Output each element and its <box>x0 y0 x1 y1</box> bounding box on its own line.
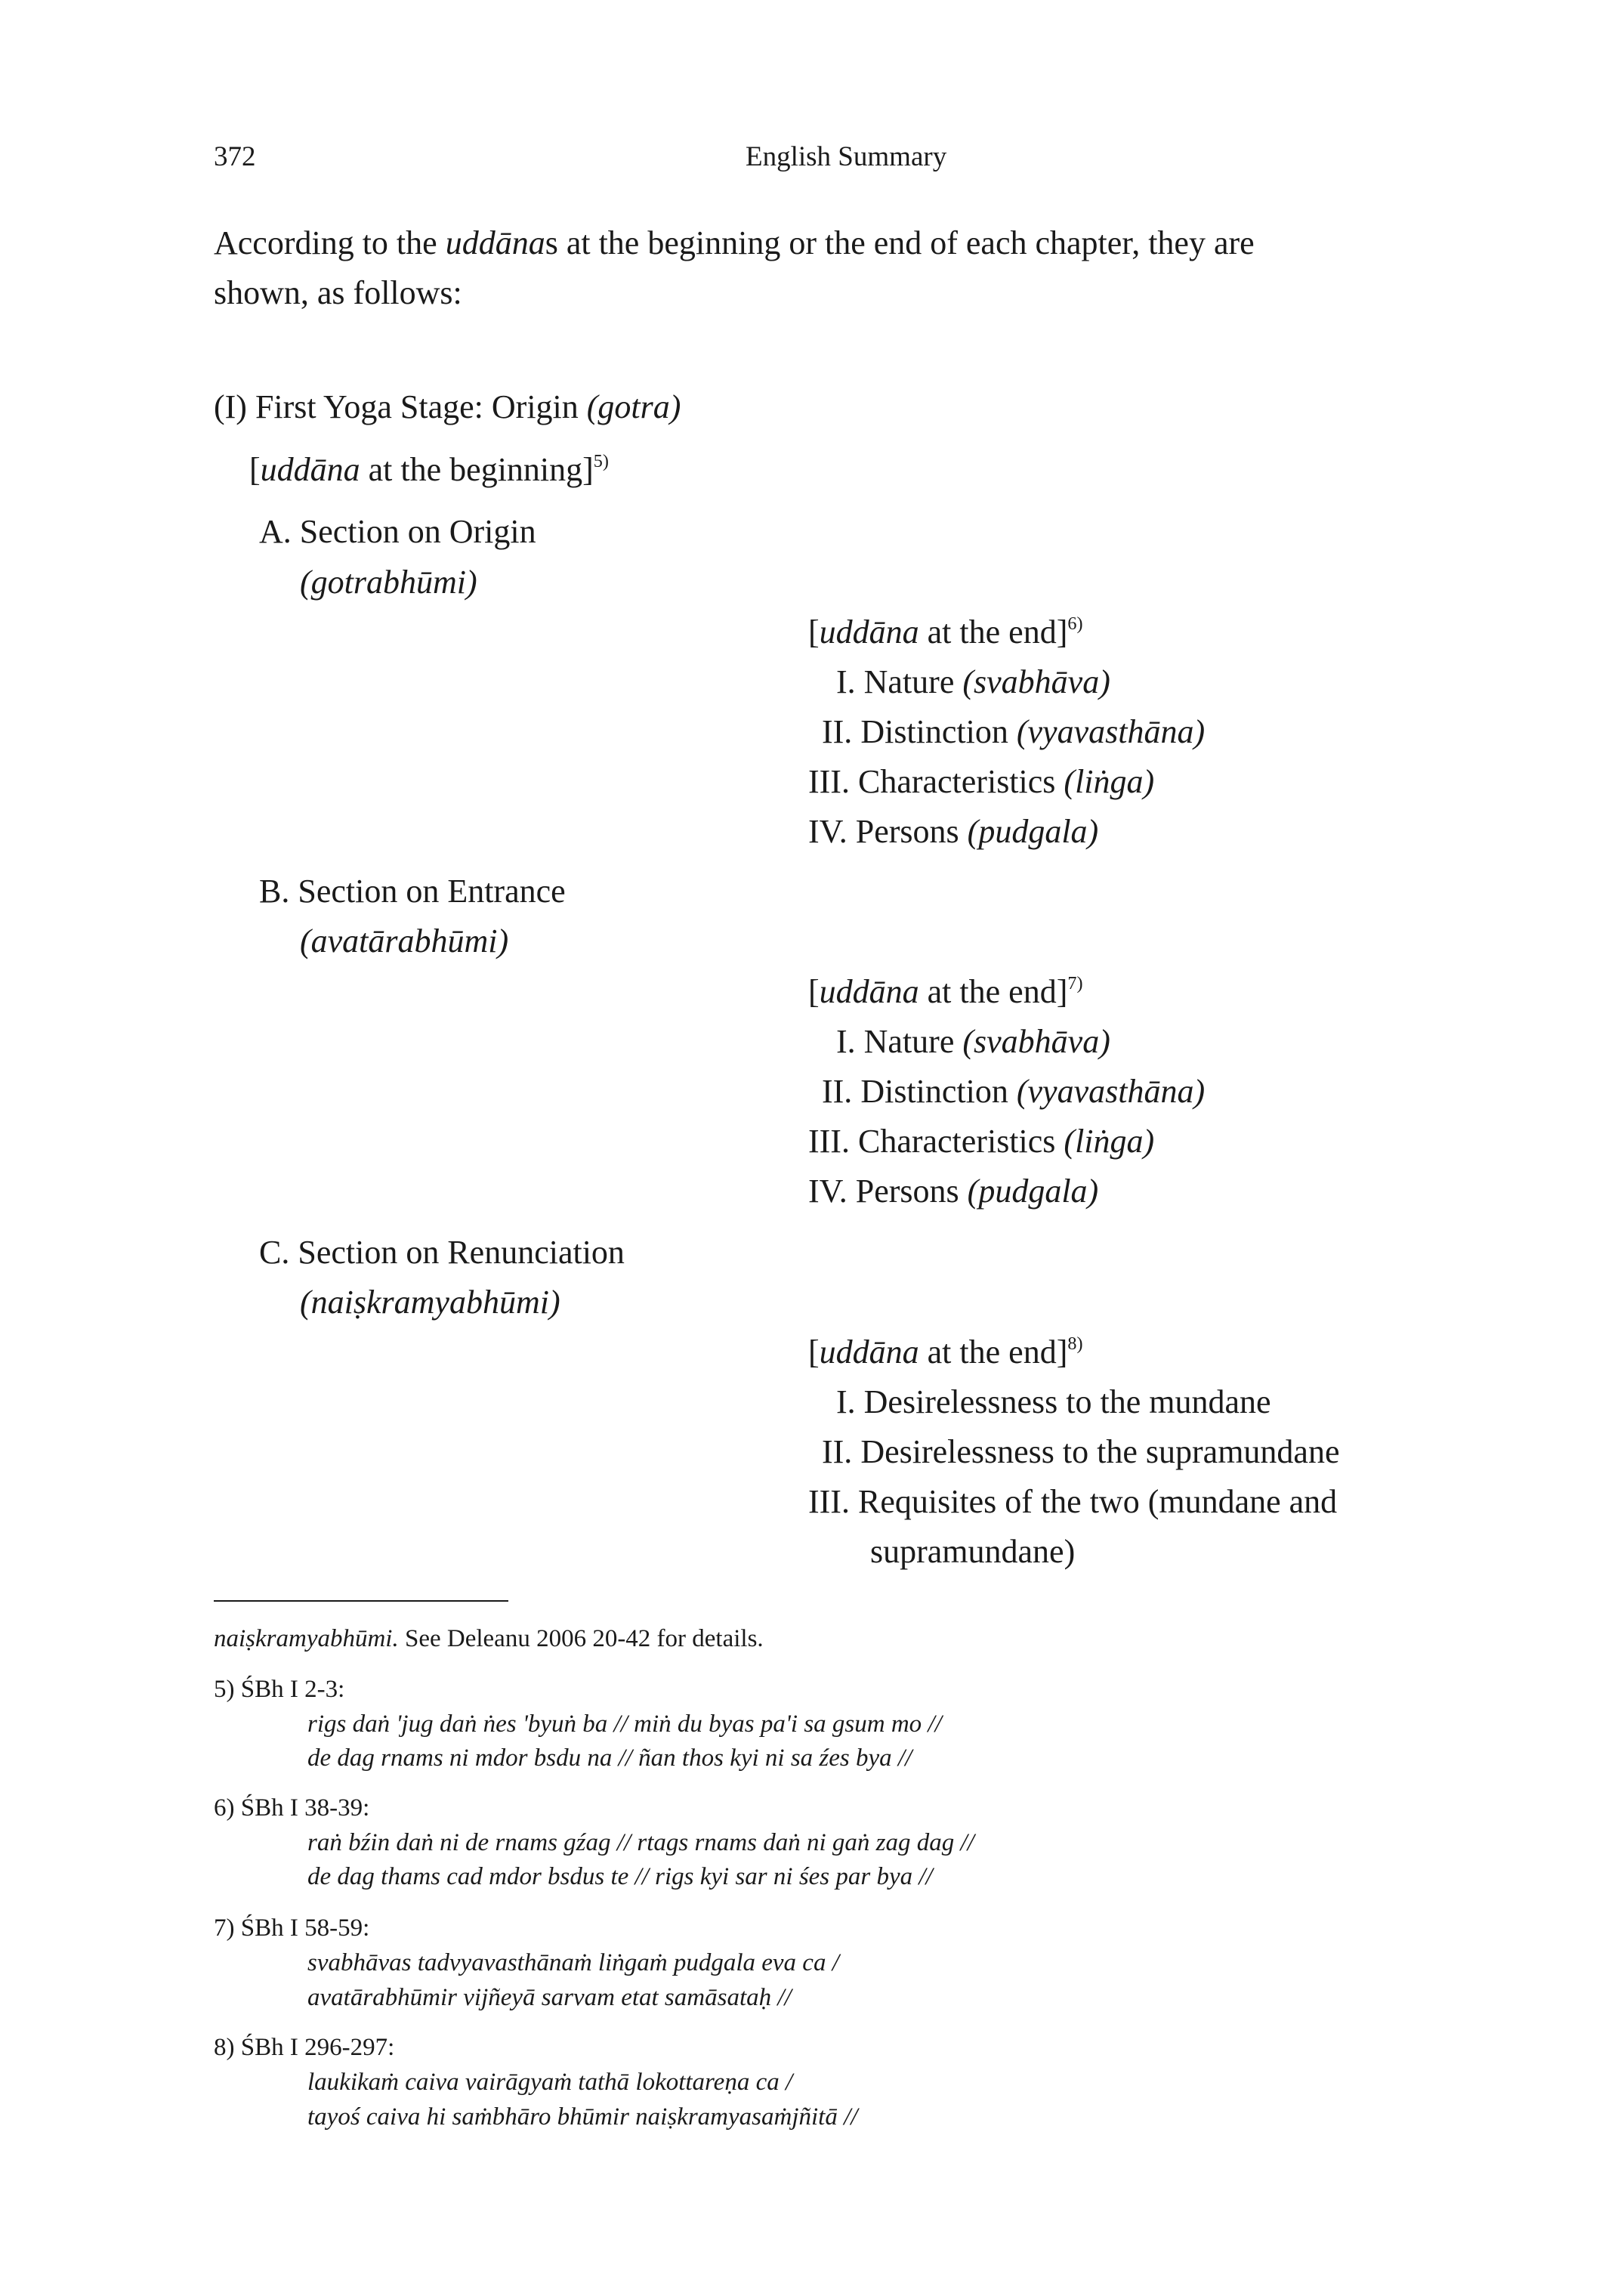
uddana-text: at the end] <box>919 613 1068 650</box>
item-text: Nature <box>863 1023 963 1060</box>
uddana-term: uddāna <box>260 451 360 488</box>
footnote-carryover <box>214 1627 764 1652</box>
intro-text: According to the <box>214 224 446 261</box>
intro-italic: uddāna <box>445 224 545 261</box>
footnote-7-label: 7) ŚBh I 58-59: <box>214 1914 370 1942</box>
footnote-6-line: de dag thams cad mdor bsdus te // rigs kyi sar ni śes par bya // <box>307 1863 933 1890</box>
item-sanskrit: (liṅga) <box>1064 763 1155 800</box>
uddana-term: uddāna <box>819 613 919 650</box>
item-sanskrit: (svabhāva) <box>962 1023 1110 1060</box>
intro-line-2: shown, as follows: <box>214 274 462 311</box>
footnote-8-line: laukikaṁ caiva vairāgyaṁ tathā lokottareṇa ca / <box>307 2069 793 2096</box>
list-item <box>822 715 1205 749</box>
page-number: 372 <box>214 141 256 172</box>
running-title: English Summary <box>746 141 947 172</box>
bracket: [ <box>808 1333 820 1370</box>
item-number: IV. <box>808 1173 848 1210</box>
item-sanskrit: (vyavasthāna) <box>1016 713 1206 750</box>
item-number: II. <box>822 1433 853 1470</box>
section-b-sanskrit <box>300 922 509 959</box>
section-c-uddana-end <box>808 1333 1083 1370</box>
list-item <box>836 663 1110 700</box>
list-item <box>808 1485 1337 1519</box>
intro-line-1 <box>214 224 1255 261</box>
section-b-label: B. Section on Entrance <box>259 873 566 910</box>
list-item <box>822 1075 1205 1108</box>
bracket: [ <box>808 973 820 1010</box>
item-sanskrit: (pudgala) <box>967 1173 1099 1210</box>
footnote-7-line: avatārabhūmir vijñeyā sarvam etat samāsataḥ // <box>307 1984 792 2011</box>
footnote-ref: 6) <box>1067 613 1083 634</box>
uddana-text: at the beginning] <box>360 451 594 488</box>
footnote-text: See Deleanu 2006 20-42 for details. <box>398 1625 764 1652</box>
item-number: III. <box>808 1483 850 1520</box>
uddana-text: at the end] <box>919 1333 1068 1370</box>
footnote-ref: 5) <box>593 450 609 471</box>
footnote-8-line: tayoś caiva hi saṁbhāro bhūmir naiṣkramyasaṁjñitā // <box>307 2103 858 2131</box>
section-a-label: A. Section on Origin <box>259 513 536 550</box>
footnote-ref: 7) <box>1067 972 1083 993</box>
list-item <box>836 1025 1110 1058</box>
section-a-sanskrit <box>300 566 477 599</box>
item-text: Persons <box>855 1173 968 1210</box>
item-number: II. <box>822 1073 853 1110</box>
list-item <box>808 765 1154 799</box>
item-number: I. <box>836 1023 856 1060</box>
intro-text: s at the beginning or the end of each chapter, they are <box>545 224 1255 261</box>
uddana-term: uddāna <box>819 1333 919 1370</box>
item-text: Requisites of the two (mundane and <box>857 1483 1338 1520</box>
footnote-5-line: de dag rnams ni mdor bsdu na // ñan thos kyi ni sa źes bya // <box>307 1744 912 1772</box>
footnote-7-line: svabhāvas tadvyavasthānaṁ liṅgaṁ pudgala eva ca / <box>307 1949 839 1976</box>
item-text: Persons <box>855 813 968 850</box>
list-item <box>808 815 1098 848</box>
item-text: Characteristics <box>857 763 1064 800</box>
item-number: IV. <box>808 813 848 850</box>
item-number: I. <box>836 663 856 700</box>
list-item <box>822 1435 1340 1469</box>
item-sanskrit: (pudgala) <box>967 813 1099 850</box>
list-item <box>808 1125 1154 1158</box>
item-text: Distinction <box>860 1073 1017 1110</box>
footnote-8-label: 8) ŚBh I 296-297: <box>214 2034 395 2061</box>
sanskrit-term: (naiṣkramyabhūmi) <box>300 1284 560 1321</box>
item-text: Distinction <box>860 713 1017 750</box>
footnote-6-line: raṅ bźin daṅ ni de rnams gźag // rtags rnams daṅ ni gaṅ zag dag // <box>307 1829 974 1856</box>
item-sanskrit: (liṅga) <box>1064 1123 1155 1160</box>
sanskrit-term: (avatārabhūmi) <box>300 922 509 959</box>
section-c-label: C. Section on Renunciation <box>259 1234 625 1271</box>
stage-title-sanskrit: (gotra) <box>586 388 681 425</box>
list-item-continuation: supramundane) <box>870 1533 1076 1570</box>
footnote-ref: 8) <box>1067 1333 1083 1354</box>
footnote-6-label: 6) ŚBh I 38-39: <box>214 1794 370 1822</box>
item-text: Nature <box>863 663 963 700</box>
bracket: [ <box>808 613 820 650</box>
uddana-beginning <box>249 450 609 488</box>
footnote-5-line: rigs daṅ 'jug daṅ ṅes 'byuṅ ba // miṅ du byas pa'i sa gsum mo // <box>307 1710 942 1738</box>
item-number: III. <box>808 763 850 800</box>
list-item <box>836 1383 1271 1420</box>
item-number: III. <box>808 1123 850 1160</box>
item-sanskrit: (svabhāva) <box>962 663 1110 700</box>
stage-heading <box>214 388 681 425</box>
item-text: Desirelessness to the supramundane <box>860 1433 1340 1470</box>
item-number: II. <box>822 713 853 750</box>
section-a-uddana-end <box>808 613 1083 650</box>
section-c-sanskrit <box>300 1286 560 1319</box>
footnote-sanskrit: naiṣkramyabhūmi. <box>214 1625 399 1652</box>
item-text: Desirelessness to the mundane <box>863 1383 1271 1420</box>
section-b-uddana-end <box>808 972 1083 1010</box>
item-text: Characteristics <box>857 1123 1064 1160</box>
list-item <box>808 1175 1098 1208</box>
footnote-divider <box>214 1600 508 1602</box>
footnote-5-label: 5) ŚBh I 2-3: <box>214 1676 345 1703</box>
bracket: [ <box>249 451 261 488</box>
uddana-term: uddāna <box>819 973 919 1010</box>
sanskrit-term: (gotrabhūmi) <box>300 564 477 601</box>
item-number: I. <box>836 1383 856 1420</box>
uddana-text: at the end] <box>919 973 1068 1010</box>
item-sanskrit: (vyavasthāna) <box>1016 1073 1206 1110</box>
stage-title: (I) First Yoga Stage: Origin <box>214 388 587 425</box>
